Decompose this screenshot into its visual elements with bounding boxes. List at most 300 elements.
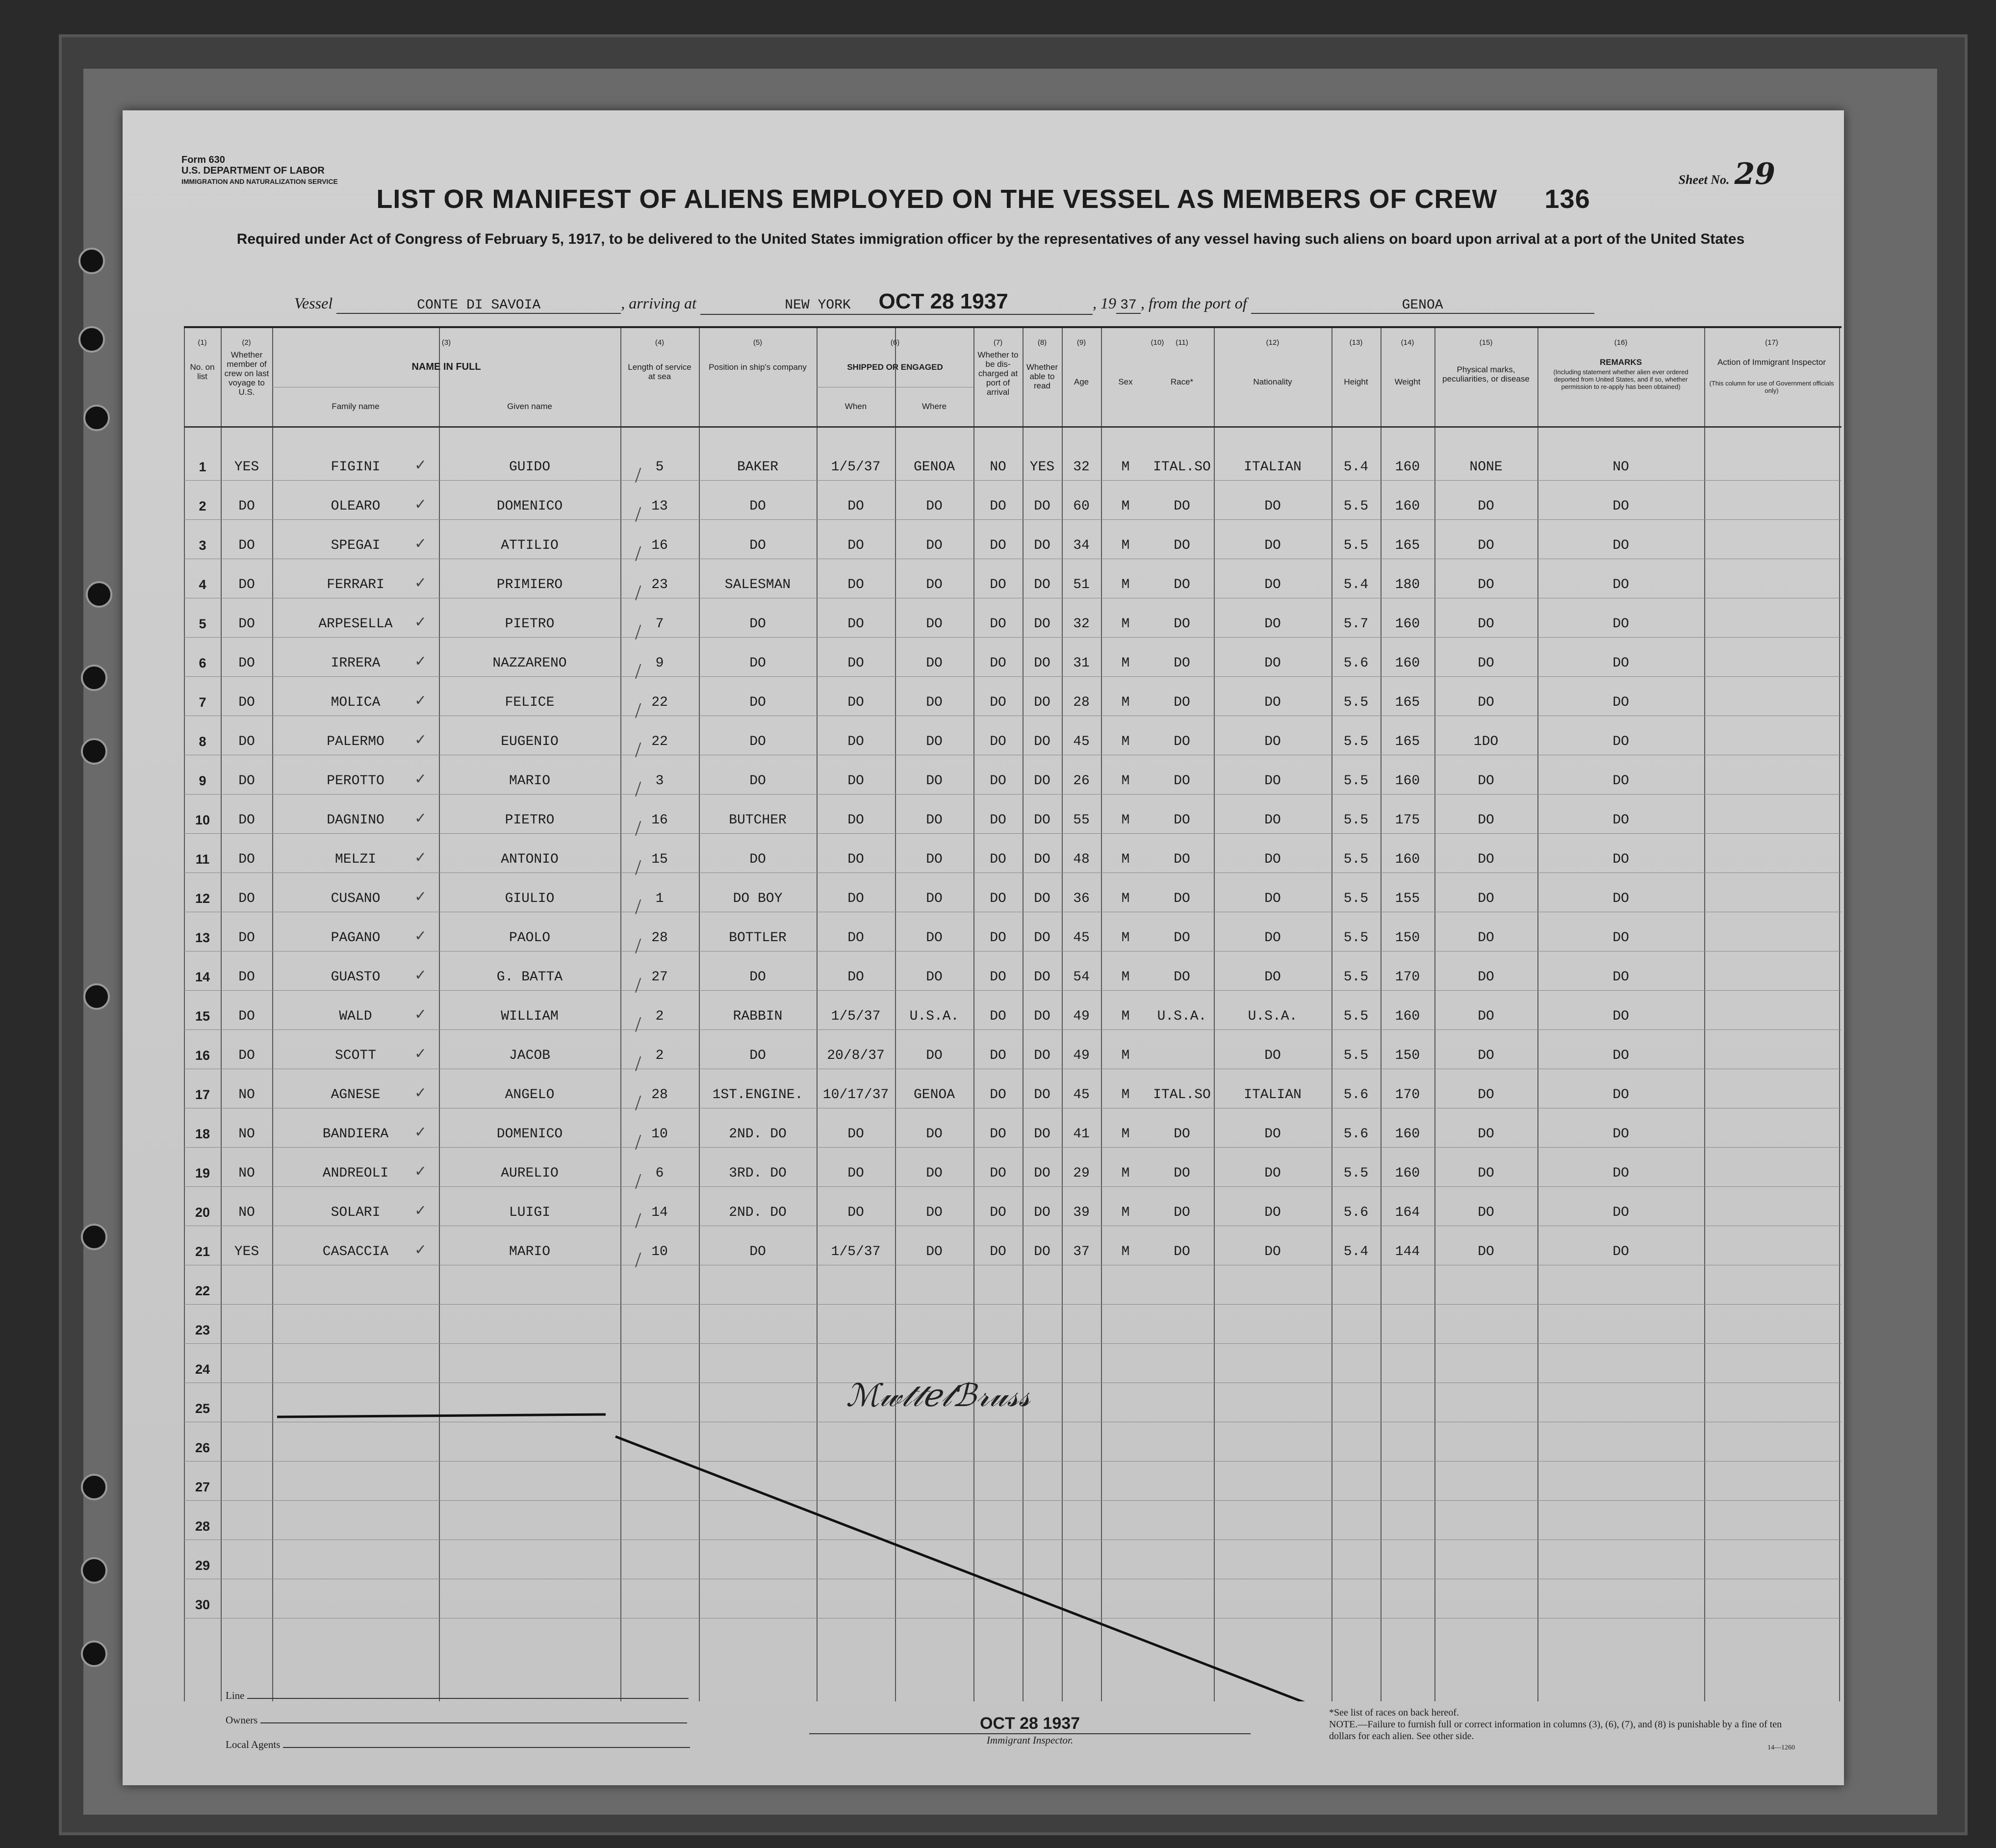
cell-race: DO [1174, 930, 1190, 946]
check-mark: ✓ [414, 653, 427, 669]
check-mark: ✓ [414, 1046, 427, 1062]
cell-height: 5.5 [1343, 499, 1369, 514]
check-mark: ✓ [414, 1124, 427, 1140]
cell-weight: 165 [1395, 734, 1420, 749]
cell-when: DO [847, 970, 864, 985]
cell-race: ITAL.SO [1153, 1087, 1211, 1103]
cell-marks: DO [1478, 970, 1494, 985]
cell-when: DO [847, 577, 864, 592]
cell-family: MELZI [334, 852, 376, 867]
cell-age: 54 [1073, 970, 1090, 985]
binder-hole [81, 738, 107, 765]
cell-read: DO [1034, 1009, 1050, 1024]
cell-race: DO [1174, 970, 1190, 985]
cell-race: ITAL.SO [1153, 460, 1211, 475]
cell-prev: DO [238, 930, 255, 946]
cell-marks: DO [1478, 1205, 1494, 1220]
tally-slash: / [635, 895, 641, 919]
row-number: 11 [195, 852, 210, 867]
cell-marks: DO [1478, 1127, 1494, 1142]
cell-read: DO [1034, 734, 1050, 749]
cell-remarks: DO [1612, 538, 1629, 553]
cell-sex: M [1121, 852, 1130, 867]
cell-given: G. BATTA [496, 970, 563, 985]
cell-position: SALESMAN [724, 577, 791, 592]
cell-when: DO [847, 695, 864, 710]
row-number: 8 [199, 734, 206, 749]
cell-family: PEROTTO [327, 773, 384, 789]
cell-when: DO [847, 499, 864, 514]
cell-height: 5.5 [1343, 930, 1369, 946]
col-16-header: REMARKS [1600, 358, 1642, 367]
cell-disch: DO [990, 734, 1006, 749]
cell-disch: NO [990, 460, 1006, 475]
cell-given: MARIO [509, 1244, 550, 1259]
cell-remarks: DO [1612, 930, 1629, 946]
inspector-label: Immigrant Inspector. [986, 1734, 1074, 1746]
check-mark: ✓ [414, 1242, 427, 1258]
cell-position: BAKER [737, 460, 778, 475]
tally-slash: / [635, 1169, 641, 1193]
manifest-page [123, 110, 1844, 1785]
cell-prev: DO [238, 656, 255, 671]
col-12-header: Nationality [1253, 377, 1292, 386]
cell-family: CASACCIA [322, 1244, 389, 1259]
binder-hole [83, 405, 110, 431]
cell-race: DO [1174, 813, 1190, 828]
cell-prev: DO [238, 734, 255, 749]
row-number: 4 [199, 577, 206, 592]
arriving-label: , arriving at [621, 294, 696, 312]
cell-sex: M [1121, 930, 1130, 946]
cell-sex: M [1121, 1166, 1130, 1181]
cell-family: AGNESE [331, 1087, 381, 1103]
cell-family: BANDIERA [322, 1127, 389, 1142]
title-number: 136 [1544, 184, 1590, 214]
cell-remarks: DO [1612, 852, 1629, 867]
cell-disch: DO [990, 930, 1006, 946]
cell-where: DO [926, 734, 943, 749]
cell-position: DO [749, 656, 766, 671]
cell-sex: M [1121, 1009, 1130, 1024]
cell-position: DO BOY [733, 891, 783, 906]
check-mark: ✓ [414, 849, 427, 866]
cell-nat: DO [1264, 852, 1281, 867]
cell-remarks: DO [1612, 1205, 1629, 1220]
binder-hole [81, 1557, 107, 1584]
col-7-number: (7) [993, 338, 1003, 347]
col-15-number: (15) [1479, 338, 1493, 347]
cell-nat: DO [1264, 616, 1281, 632]
row-number: 2 [199, 499, 206, 513]
col-13-header: Height [1344, 377, 1368, 386]
cell-nat: DO [1264, 930, 1281, 946]
cell-marks: DO [1478, 773, 1494, 789]
row-number: 29 [195, 1558, 210, 1573]
check-mark: ✓ [414, 732, 427, 748]
cell-family: MOLICA [331, 695, 381, 710]
cell-remarks: DO [1612, 616, 1629, 632]
cell-race: DO [1174, 1244, 1190, 1259]
tally-slash: / [635, 541, 641, 565]
cell-race: DO [1174, 773, 1190, 789]
cell-marks: DO [1478, 1244, 1494, 1259]
cell-given: PRIMIERO [496, 577, 563, 592]
tally-slash: / [635, 1248, 641, 1272]
page-subtitle: Required under Act of Congress of February 5, 1917, to be delivered to the United States immigration officer by the representatives of any vessel having such aliens on board upon arrival at a port of the United States [236, 231, 1745, 247]
cell-read: DO [1034, 773, 1050, 789]
col-16-subheader: (Including statement whether alien ever ordered deported from United States, and if so, whether permission to re-apply has been obtained) [1553, 368, 1689, 390]
cell-sex: M [1121, 1127, 1130, 1142]
cell-position: DO [749, 773, 766, 789]
form-identifier [181, 154, 338, 187]
cell-given: GIULIO [505, 891, 555, 906]
col-11-number: (11) [1176, 338, 1188, 347]
cell-sex: M [1121, 1048, 1130, 1063]
cell-disch: DO [990, 616, 1006, 632]
footnotes [1329, 1707, 1795, 1754]
sheet-number-label: Sheet No. [1678, 173, 1730, 187]
cell-height: 5.6 [1343, 656, 1369, 671]
cell-age: 48 [1073, 852, 1090, 867]
col-13-number: (13) [1349, 338, 1363, 347]
cell-prev: DO [238, 538, 255, 553]
cell-nat: DO [1264, 1166, 1281, 1181]
cell-sex: M [1121, 656, 1130, 671]
cell-position: DO [749, 852, 766, 867]
cell-given: PAOLO [509, 930, 550, 946]
cell-when: 1/5/37 [831, 1009, 881, 1024]
cell-disch: DO [990, 538, 1006, 553]
cell-weight: 175 [1395, 813, 1420, 828]
cell-remarks: DO [1612, 1244, 1629, 1259]
cell-where: U.S.A. [909, 1009, 959, 1024]
cell-weight: 165 [1395, 695, 1420, 710]
check-mark: ✓ [414, 536, 427, 552]
cell-remarks: DO [1612, 1127, 1629, 1142]
tally-slash: / [635, 1130, 641, 1154]
cell-family: SCOTT [334, 1048, 376, 1063]
cell-where: DO [926, 538, 943, 553]
row-number: 6 [199, 656, 206, 670]
cell-prev: DO [238, 499, 255, 514]
cell-when: DO [847, 1127, 864, 1142]
tally-slash: / [635, 1091, 641, 1115]
cell-nat: DO [1264, 891, 1281, 906]
cell-remarks: DO [1612, 1087, 1629, 1103]
cell-where: DO [926, 1166, 943, 1181]
cell-where: DO [926, 813, 943, 828]
cell-family: SPEGAI [331, 538, 381, 553]
service-name: IMMIGRATION AND NATURALIZATION SERVICE [181, 178, 338, 185]
cell-remarks: DO [1612, 499, 1629, 514]
cell-given: PIETRO [505, 616, 555, 632]
cell-weight: 170 [1395, 1087, 1420, 1103]
cell-given: ANTONIO [501, 852, 559, 867]
cell-read: DO [1034, 577, 1050, 592]
cell-sex: M [1121, 1087, 1130, 1103]
cell-nat: DO [1264, 813, 1281, 828]
col-1-header: No. on list [190, 362, 215, 381]
cell-family: PALERMO [327, 734, 384, 749]
cell-remarks: DO [1612, 970, 1629, 985]
cell-read: DO [1034, 1166, 1050, 1181]
cell-prev: DO [238, 852, 255, 867]
check-mark: ✓ [414, 1085, 427, 1101]
cell-read: DO [1034, 656, 1050, 671]
cell-service: 23 [651, 577, 668, 592]
check-mark: ✓ [414, 496, 427, 513]
cell-sex: M [1121, 891, 1130, 906]
row-number: 19 [195, 1166, 210, 1181]
where-header: Where [921, 402, 947, 411]
cell-race: U.S.A. [1157, 1009, 1207, 1024]
cell-given: ATTILIO [501, 538, 559, 553]
binder-hole [83, 983, 110, 1010]
cell-service: 16 [651, 813, 668, 828]
signature: ℳ𝓌𝓉𝓉ℯ𝓁ℬ𝓇𝓊𝓈𝓈 [846, 1378, 1030, 1414]
tally-slash: / [635, 738, 641, 762]
cell-nat: DO [1264, 656, 1281, 671]
row-number: 25 [195, 1401, 210, 1416]
cell-nat: DO [1264, 773, 1281, 789]
cell-height: 5.7 [1343, 616, 1369, 632]
cell-race: DO [1174, 1166, 1190, 1181]
cell-sex: M [1121, 577, 1130, 592]
cell-when: 1/5/37 [831, 460, 881, 475]
cell-height: 5.4 [1343, 460, 1369, 475]
cell-age: 45 [1073, 930, 1090, 946]
cell-service: 15 [651, 852, 668, 867]
row-number: 30 [195, 1597, 210, 1612]
cell-height: 5.6 [1343, 1087, 1369, 1103]
cell-height: 5.5 [1343, 1009, 1369, 1024]
check-mark: ✓ [414, 457, 427, 473]
col-9-header: Age [1074, 377, 1089, 386]
cell-nat: ITALIAN [1244, 460, 1302, 475]
cell-service: 22 [651, 695, 668, 710]
row-number: 10 [195, 813, 210, 827]
cell-disch: DO [990, 773, 1006, 789]
cell-nat: DO [1264, 1048, 1281, 1063]
cell-where: DO [926, 616, 943, 632]
page-title [123, 184, 1844, 214]
cell-marks: DO [1478, 1166, 1494, 1181]
cell-remarks: DO [1612, 1048, 1629, 1063]
vessel-line [294, 289, 1716, 315]
tally-slash: / [635, 581, 641, 605]
cell-remarks: DO [1612, 656, 1629, 671]
cell-age: 45 [1073, 734, 1090, 749]
col-10-number: (10) [1151, 338, 1164, 347]
cancel-line-short [277, 1414, 606, 1417]
binder-hole [78, 326, 105, 353]
cell-nat: DO [1264, 499, 1281, 514]
row-number: 7 [199, 695, 206, 710]
cell-when: 10/17/37 [822, 1087, 889, 1103]
cell-age: 32 [1073, 460, 1090, 475]
tally-slash: / [635, 698, 641, 722]
agents-blank [283, 1747, 690, 1748]
cell-position: 3RD. DO [729, 1166, 787, 1181]
owners-field [226, 1714, 687, 1726]
cell-where: DO [926, 1205, 943, 1220]
cell-disch: DO [990, 1244, 1006, 1259]
from-port-value: GENOA [1251, 298, 1594, 314]
cell-given: PIETRO [505, 813, 555, 828]
row-number: 12 [195, 891, 210, 906]
cell-where: GENOA [913, 460, 955, 475]
binder-hole [81, 1641, 107, 1667]
cell-race: DO [1174, 577, 1190, 592]
col-8-number: (8) [1037, 338, 1047, 347]
cell-given: GUIDO [509, 460, 550, 475]
cell-prev: YES [234, 460, 259, 475]
cell-where: DO [926, 773, 943, 789]
cell-read: DO [1034, 1205, 1050, 1220]
check-mark: ✓ [414, 614, 427, 630]
cell-service: 2 [655, 1048, 664, 1063]
cell-when: 1/5/37 [831, 1244, 881, 1259]
form-number: Form 630 [181, 154, 225, 165]
cell-disch: DO [990, 1048, 1006, 1063]
col-14-header: Weight [1394, 377, 1421, 386]
col-2-header: Whether member of crew on last voyage to U.S. [224, 350, 269, 397]
cell-height: 5.5 [1343, 538, 1369, 553]
cell-sex: M [1121, 499, 1130, 514]
cell-when: DO [847, 616, 864, 632]
col-6-header: SHIPPED OR ENGAGED [847, 362, 943, 372]
cell-where: DO [926, 891, 943, 906]
row-number: 18 [195, 1127, 210, 1141]
tally-slash: / [635, 855, 641, 879]
row-number: 21 [195, 1244, 210, 1259]
cell-sex: M [1121, 616, 1130, 632]
cell-position: DO [749, 499, 766, 514]
cell-sex: M [1121, 460, 1130, 475]
cell-family: DAGNINO [327, 813, 384, 828]
cell-height: 5.5 [1343, 852, 1369, 867]
cell-height: 5.5 [1343, 734, 1369, 749]
cell-race: DO [1174, 852, 1190, 867]
cell-where: DO [926, 695, 943, 710]
when-header: When [844, 402, 867, 411]
cell-remarks: DO [1612, 695, 1629, 710]
cell-service: 28 [651, 1087, 668, 1103]
crew-manifest-table [184, 326, 1842, 1701]
cell-prev: NO [238, 1205, 255, 1220]
cancel-line-diagonal [615, 1437, 1346, 1701]
cell-where: DO [926, 930, 943, 946]
tally-slash: / [635, 1208, 641, 1232]
binder-hole [81, 1474, 107, 1500]
cell-remarks: DO [1612, 1009, 1629, 1024]
cell-age: 28 [1073, 695, 1090, 710]
cell-when: DO [847, 773, 864, 789]
cell-marks: NONE [1469, 460, 1503, 475]
owners-label: Owners [226, 1714, 258, 1726]
cell-given: AURELIO [501, 1166, 559, 1181]
inspector-date-stamp: OCT 28 1937 [809, 1714, 1251, 1734]
cell-position: BUTCHER [729, 813, 787, 828]
col-8-header: Whether able to read [1026, 362, 1058, 390]
cell-weight: 144 [1395, 1244, 1420, 1259]
row-number: 26 [195, 1440, 210, 1455]
cell-prev: DO [238, 616, 255, 632]
cell-prev: DO [238, 1009, 255, 1024]
cell-height: 5.4 [1343, 1244, 1369, 1259]
from-port-label: , from the port of [1140, 294, 1247, 312]
cell-weight: 165 [1395, 538, 1420, 553]
cell-service: 6 [655, 1166, 664, 1181]
cell-weight: 160 [1395, 1009, 1420, 1024]
cell-family: WALD [339, 1009, 372, 1024]
col-17-header: Action of Immigrant Inspector [1717, 358, 1826, 367]
cell-marks: DO [1478, 538, 1494, 553]
cell-when: DO [847, 1205, 864, 1220]
cell-service: 22 [651, 734, 668, 749]
cell-when: DO [847, 891, 864, 906]
cell-read: DO [1034, 695, 1050, 710]
row-number: 28 [195, 1519, 210, 1534]
cell-where: DO [926, 852, 943, 867]
cell-where: DO [926, 1127, 943, 1142]
cell-given: EUGENIO [501, 734, 559, 749]
col-16-number: (16) [1614, 338, 1628, 347]
cell-service: 10 [651, 1127, 668, 1142]
cell-position: DO [749, 695, 766, 710]
cell-family: GUASTO [331, 970, 381, 985]
col-6-number: (6) [890, 338, 900, 347]
cell-remarks: DO [1612, 773, 1629, 789]
cell-weight: 155 [1395, 891, 1420, 906]
cell-when: DO [847, 734, 864, 749]
cell-where: DO [926, 970, 943, 985]
cell-race: DO [1174, 1205, 1190, 1220]
cell-disch: DO [990, 499, 1006, 514]
tally-slash: / [635, 973, 641, 997]
col-7-header: Whether to be dis-charged at port of arrival [977, 350, 1019, 397]
cell-where: DO [926, 577, 943, 592]
cell-read: DO [1034, 813, 1050, 828]
cell-sex: M [1121, 1244, 1130, 1259]
cell-position: DO [749, 616, 766, 632]
cell-race: DO [1174, 695, 1190, 710]
col-17-subheader: (This column for use of Government officials only) [1709, 380, 1834, 394]
col-15-header: Physical marks, peculiarities, or disease [1442, 365, 1530, 384]
cell-read: DO [1034, 616, 1050, 632]
cell-position: BOTTLER [729, 930, 787, 946]
col-3-header: NAME IN FULL [411, 361, 481, 372]
cell-prev: DO [238, 813, 255, 828]
col-3-number: (3) [441, 338, 451, 347]
line-label: Line [226, 1690, 245, 1701]
cell-prev: DO [238, 773, 255, 789]
cell-nat: U.S.A. [1248, 1009, 1298, 1024]
cell-age: 36 [1073, 891, 1090, 906]
cell-sex: M [1121, 970, 1130, 985]
cell-prev: YES [234, 1244, 259, 1259]
cell-position: 2ND. DO [729, 1127, 787, 1142]
cell-given: LUIGI [509, 1205, 550, 1220]
cell-weight: 160 [1395, 852, 1420, 867]
cell-race: DO [1174, 734, 1190, 749]
cell-age: 32 [1073, 616, 1090, 632]
check-mark: ✓ [414, 928, 427, 944]
col-5-header: Position in ship's company [709, 362, 807, 372]
cell-position: DO [749, 970, 766, 985]
cell-given: DOMENICO [496, 499, 563, 514]
